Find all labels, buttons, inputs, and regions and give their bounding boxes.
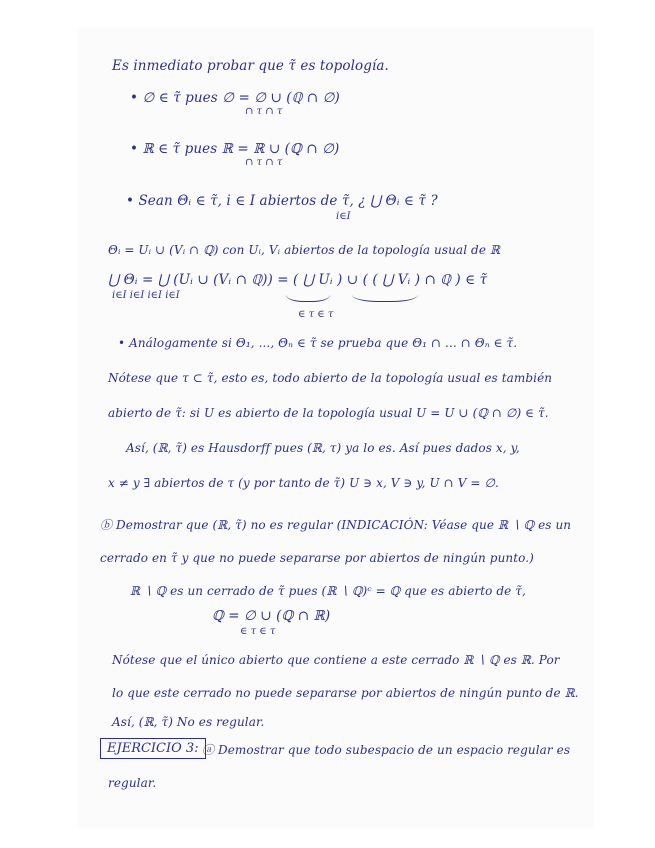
text-line: • Sean Θᵢ ∈ τ̃, i ∈ I abiertos de τ̃, ¿ ⋃ Θᵢ ∈ τ̃ ? bbox=[126, 193, 438, 209]
text-line: Nótese que el único abierto que contiene a este cerrado ℝ ∖ ℚ es ℝ. Por bbox=[112, 653, 560, 667]
text-line: Así, (ℝ, τ̃) No es regular. bbox=[112, 715, 265, 729]
text-line: • ∅ ∈ τ̃ pues ∅ = ∅ ∪ (ℚ ∩ ∅) bbox=[130, 90, 340, 106]
subscript-annotation: ∩ τ ∩ τ bbox=[245, 157, 283, 168]
subscript-annotation: i∈I bbox=[336, 211, 351, 222]
text-line: • Análogamente si Θ₁, ..., Θₙ ∈ τ̃ se prueba que Θ₁ ∩ ... ∩ Θₙ ∈ τ̃. bbox=[118, 336, 518, 350]
subscript-annotation: ∩ τ ∩ τ bbox=[245, 106, 283, 117]
text-line: ℚ = ∅ ∪ (ℚ ∩ ℝ) bbox=[212, 608, 331, 624]
text-line: regular. bbox=[108, 776, 157, 790]
text-line: ⋃ Θᵢ = ⋃ (Uᵢ ∪ (Vᵢ ∩ ℚ)) = ( ⋃ Uᵢ ) ∪ ( ( ⋃ Vᵢ ) ∩ ℚ ) ∈ τ̃ bbox=[108, 272, 488, 288]
text-line: Θᵢ = Uᵢ ∪ (Vᵢ ∩ ℚ) con Uᵢ, Vᵢ abiertos de la topología usual de ℝ bbox=[108, 243, 501, 257]
text-line: cerrado en τ̃ y que no puede separarse por abiertos de ningún punto.) bbox=[100, 551, 534, 565]
text-line: ⓑ Demostrar que (ℝ, τ̃) no es regular (INDICACIÓN: Véase que ℝ ∖ ℚ es un bbox=[100, 518, 572, 532]
subscript-annotation: ∈ τ ∈ τ bbox=[298, 309, 334, 320]
text-line: lo que este cerrado no puede separarse por abiertos de ningún punto de ℝ. bbox=[112, 686, 579, 700]
text-line: Nótese que τ ⊂ τ̃, esto es, todo abierto de la topología usual es también bbox=[108, 371, 553, 385]
exercise-label: EJERCICIO 3: bbox=[100, 738, 206, 759]
text-line: • ℝ ∈ τ̃ pues ℝ = ℝ ∪ (ℚ ∩ ∅) bbox=[130, 141, 340, 157]
subscript-annotation: i∈I i∈I i∈I i∈I bbox=[112, 290, 180, 301]
text-line: Es inmediato probar que τ̃ es topología. bbox=[112, 58, 389, 74]
text-line: abierto de τ̃: si U es abierto de la topología usual U = U ∪ (ℚ ∩ ∅) ∈ τ̃. bbox=[108, 406, 549, 420]
text-line: x ≠ y ∃ abiertos de τ (y por tanto de τ̃) U ∋ x, V ∋ y, U ∩ V = ∅. bbox=[108, 476, 499, 490]
text-line: ⓐ Demostrar que todo subespacio de un espacio regular es bbox=[202, 743, 571, 757]
text-line: Así, (ℝ, τ̃) es Hausdorff pues (ℝ, τ) ya lo es. Así pues dados x, y, bbox=[126, 441, 520, 455]
text-line: ℝ ∖ ℚ es un cerrado de τ̃ pues (ℝ ∖ ℚ)ᶜ = ℚ que es abierto de τ̃, bbox=[130, 584, 526, 598]
subscript-annotation: ∈ τ ∈ τ bbox=[240, 626, 276, 637]
